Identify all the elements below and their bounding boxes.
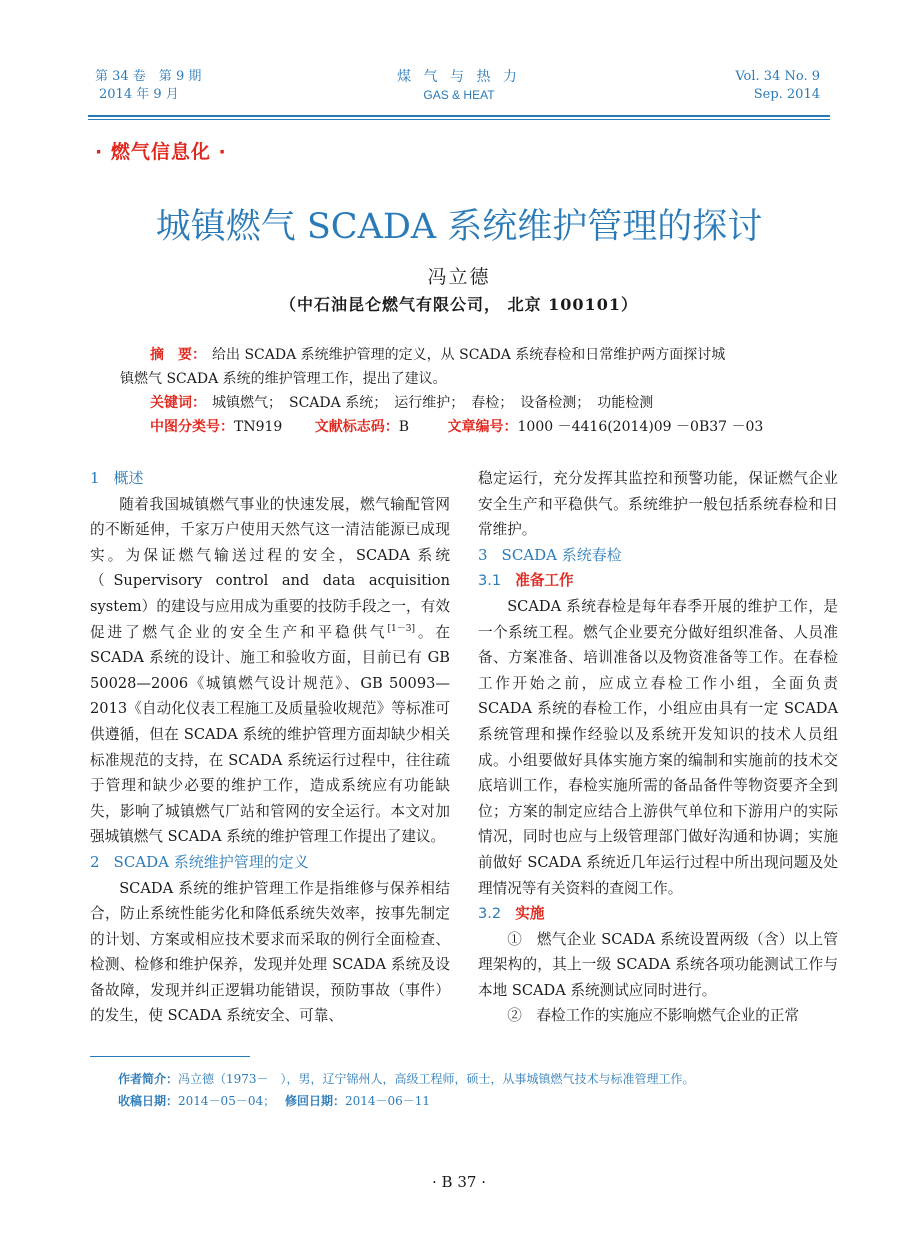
section-3-2-item-2: ② 春检工作的实施应不影响燃气企业的正常 bbox=[507, 1007, 800, 1025]
received-label: 收稿日期： bbox=[118, 1094, 179, 1108]
issue-info-en bbox=[735, 68, 820, 104]
section-1-title: 概述 bbox=[113, 469, 144, 487]
issue-date-en: Sep. 2014 bbox=[753, 87, 820, 102]
footnote bbox=[118, 1068, 838, 1112]
section-3-2-number: 3.2 bbox=[478, 905, 502, 923]
p1-part-b: 。在 SCADA 系统的设计、施工和验收方面，目前已有 GB 50028—2006《城镇燃气设计规范》、GB 50093—2013《自动化仪表工程施工及质量验收规范》等标准可供遵循，但在 SCADA 系统的维护管理方面却缺少相关标准规范的支持，在 SCADA 系统运行过程中，往往疏于管理和缺少必要的维护工作，造成系统应有功能缺失，影响了城镇燃气厂站和管网的安全运行。本文对加强城镇燃气 SCADA 系统的维护管理工作提出了建议。 bbox=[90, 623, 450, 846]
left-column bbox=[90, 466, 450, 1029]
author-bio-label: 作者简介： bbox=[118, 1072, 179, 1086]
section-3-title: SCADA 系统春检 bbox=[501, 545, 622, 564]
journal-name-cn: 煤 气 与 热 力 bbox=[397, 69, 521, 85]
keywords-text: 城镇燃气； SCADA 系统； 运行维护； 春检； 设备检测； 功能检测 bbox=[212, 395, 654, 411]
revised-date: 2014－06－11 bbox=[344, 1094, 431, 1108]
section-3-2-title: 实施 bbox=[515, 905, 545, 923]
paper-title: 城镇燃气 SCADA 系统维护管理的探讨 bbox=[155, 207, 763, 247]
section-1-heading bbox=[90, 466, 450, 492]
clc-value: TN919 bbox=[234, 419, 283, 435]
section-2-title: SCADA 系统维护管理的定义 bbox=[113, 852, 309, 871]
abstract-text-1: 给出 SCADA 系统维护管理的定义，从 SCADA 系统春检和日常维护两方面探讨城 bbox=[212, 347, 726, 363]
section-3-1-title: 准备工作 bbox=[515, 572, 574, 590]
volume-issue: 第 34 卷 第 9 期 bbox=[95, 69, 202, 84]
section-3-2-heading bbox=[478, 901, 838, 927]
section-3-2-item-1: ① 燃气企业 SCADA 系统设置两级（含）以上管理架构的，其上一级 SCADA 系统各项功能测试工作与本地 SCADA 系统测试应同时进行。 bbox=[478, 930, 838, 999]
page-number: · B 37 · bbox=[432, 1173, 486, 1191]
section-tag: · 燃气信息化 · bbox=[95, 141, 227, 163]
section-1-paragraph bbox=[90, 492, 450, 850]
issue-date: 2014 年 9 月 bbox=[99, 87, 179, 102]
abstract-block bbox=[120, 343, 810, 439]
continued-paragraph: 稳定运行，充分发挥其监控和预警功能，保证燃气企业安全生产和平稳供气。系统维护一般包括系统春检和日常维护。 bbox=[478, 470, 838, 539]
abstract-label: 摘 要： bbox=[150, 347, 206, 363]
citation: [1－3] bbox=[387, 623, 415, 634]
right-column bbox=[478, 466, 838, 1029]
section-3-1-paragraph: SCADA 系统春检是每年春季开展的维护工作，是一个系统工程。燃气企业要充分做好组织准备、人员准备、方案准备、培训准备以及物资准备等工作。在春检工作开始之前，应成立春检工作小组，全面负责 SCADA 系统的春检工作，小组应由具有一定 SCADA 系统管理和操作经验以及系统开发知识的技术人员组成。小组要做好具体实施方案的编制和实施前的技术交底培训工作，春检实施所需的备品备件等物资要齐全到位；方案的制定应结合上游供气单位和下游用户的实际情况，同时也应与上级管理部门做好沟通和协调；实施前做好 SCADA 系统近几年运行过程中所出现问题及处理情况等有关资料的查阅工作。 bbox=[478, 597, 838, 897]
received-date: 2014－05－04； bbox=[178, 1094, 276, 1108]
p1-part-a: 随着我国城镇燃气事业的快速发展，燃气输配管网的不断延伸，千家万户使用天然气这一清洁能源已成现实。为保证燃气输送过程的安全，SCADA 系统（Supervisory control and data acquisition system）的建设与应用成为重要的技防手段之一，有效促进了燃气企业的安全生产和平稳供气 bbox=[90, 495, 450, 641]
section-3-1-number: 3.1 bbox=[478, 572, 502, 590]
volume-issue-en: Vol. 34 No. 9 bbox=[735, 69, 820, 84]
doc-code-label: 文献标志码： bbox=[314, 419, 399, 435]
affiliation: （中石油昆仑燃气有限公司， 北京 100101） bbox=[280, 295, 638, 314]
section-3-number: 3 bbox=[478, 545, 488, 564]
header-rule bbox=[88, 115, 830, 117]
section-1-number: 1 bbox=[90, 469, 100, 487]
author-bio-text: 冯立德（1973－ ），男，辽宁锦州人，高级工程师，硕士，从事城镇燃气技术与标准管理工作。 bbox=[178, 1072, 695, 1086]
article-no-value: 1000 －4416(2014)09 －0B37 －03 bbox=[517, 419, 764, 435]
keywords bbox=[120, 391, 810, 415]
article-no-label: 文章编号： bbox=[447, 419, 518, 435]
clc-label: 中图分类号： bbox=[150, 419, 234, 435]
keywords-label: 关键词： bbox=[150, 395, 206, 411]
section-2-heading bbox=[90, 850, 450, 876]
author-name: 冯立德 bbox=[427, 266, 491, 288]
dates bbox=[118, 1090, 838, 1112]
section-3-heading bbox=[478, 543, 838, 569]
revised-label: 修回日期： bbox=[284, 1094, 345, 1108]
author-bio bbox=[118, 1068, 838, 1090]
header-rule-thin bbox=[88, 119, 830, 120]
section-2-paragraph: SCADA 系统的维护管理工作是指维修与保养相结合，防止系统性能劣化和降低系统失效率，按事先制定的计划、方案或相应技术要求而采取的例行全面检查、检测、检修和维护保养，发现并处理 SCADA 系统及设备故障，发现并纠正逻辑功能错误，预防事故（事件）的发生，使 SCADA 系统安全、可靠、 bbox=[90, 879, 450, 1025]
abstract-text-2: 镇燃气 SCADA 系统的维护管理工作，提出了建议。 bbox=[120, 371, 447, 387]
section-2-number: 2 bbox=[90, 852, 100, 871]
abstract bbox=[120, 343, 810, 367]
section-3-1-heading bbox=[478, 568, 838, 594]
classification bbox=[120, 415, 810, 439]
journal-name-en: GAS & HEAT bbox=[423, 88, 495, 102]
doc-code-value: B bbox=[398, 419, 410, 435]
footnote-rule bbox=[90, 1056, 250, 1057]
